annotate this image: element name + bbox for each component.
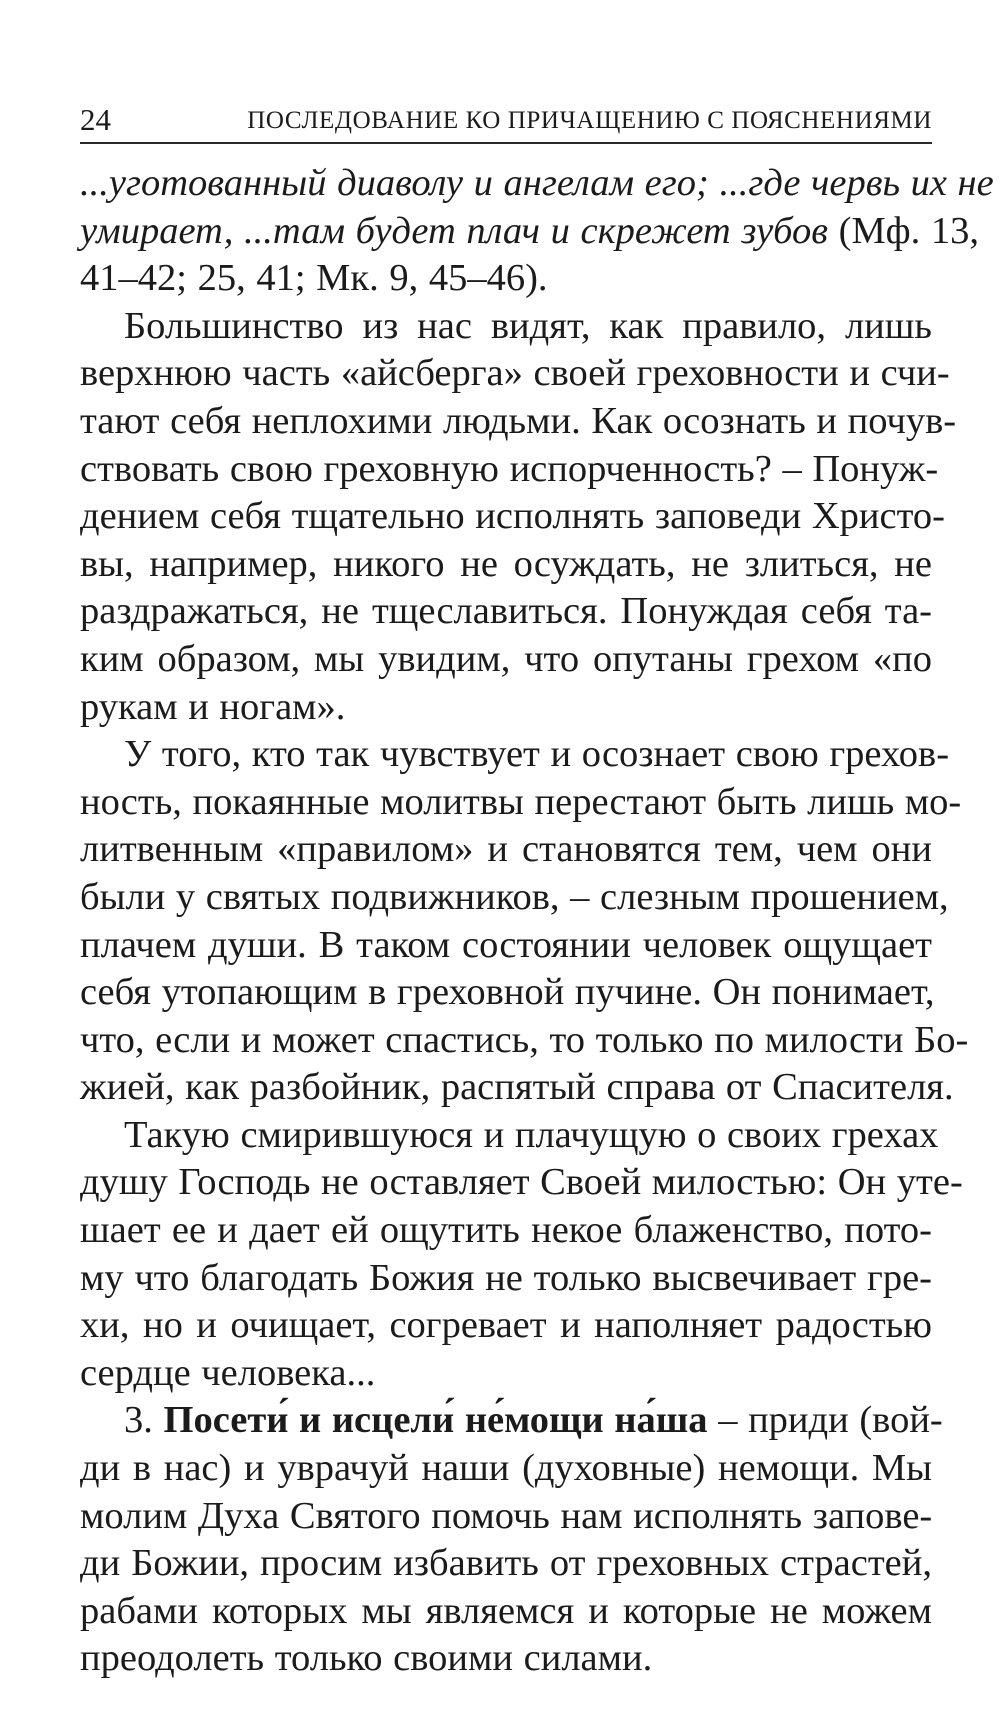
quote-italic: умирает, ...там будет плач и скрежет зубов (80, 209, 828, 252)
running-title: ПОСЛЕДОВАНИЕ КО ПРИЧАЩЕНИЮ С ПОЯСНЕНИЯМИ (247, 107, 932, 134)
text-line: рабами которых мы являемся и которые не можем (80, 1589, 932, 1632)
paragraph-scripture-quote (80, 160, 994, 303)
page-number: 24 (80, 102, 111, 137)
text-line: ность, покаянные молитвы перестают быть лишь мо- (80, 780, 962, 823)
text-line: себя утопающим в греховной пучине. Он понимает, (80, 971, 935, 1014)
text-line: плачем души. В таком состоянии человек ощущает (80, 923, 932, 966)
text-line: шает ее и дает ей ощутить некое блаженство, пото- (80, 1209, 932, 1252)
text-line: ди в нас) и уврачуй наши (духовные) немощи. Мы (80, 1447, 932, 1490)
item-number: 3. (124, 1399, 164, 1442)
text-line: преодолеть только своими силами. (80, 1637, 653, 1680)
text-line: дением себя тщательно исполнять заповеди Христо- (80, 495, 945, 538)
text-line: Большинство из нас видят, как правило, лишь (124, 304, 932, 347)
text-line: сердце человека... (80, 1351, 376, 1394)
text-line: ...уготованный диаволу и ангелам его; ...где червь их не (80, 162, 994, 204)
prayer-phrase-bold: Посети́ и исцели́ не́мощи на́ша (163, 1399, 708, 1442)
text-line: У того, кто так чувствует и осознает свою грехов- (124, 733, 950, 776)
running-header (80, 102, 932, 144)
body-text (80, 160, 994, 1683)
text-line: му что благодать Божия не только высвечивает гре- (80, 1256, 932, 1299)
text-line: литвенным «правилом» и становятся тем, чем они (80, 828, 932, 871)
text-line: вы, например, никого не осуждать, не злиться, не (80, 542, 932, 585)
paragraph-iceberg (80, 303, 957, 731)
paragraph-item-3 (80, 1397, 943, 1683)
text-line: молим Духа Святого помочь нам исполнять запове- (80, 1494, 933, 1537)
text-line: ди Божии, просим избавить от греховных страстей, (80, 1542, 932, 1585)
paragraph-repentance (80, 731, 969, 1112)
text-line: ствовать свою греховную испорченность? – Понуж- (80, 447, 939, 490)
text-line: душу Господь не оставляет Своей милостью: Он уте- (80, 1161, 963, 1204)
text-line: хи, но и очищает, согревает и наполняет радостью (80, 1304, 932, 1347)
text-line (80, 1397, 943, 1445)
text-line: верхнюю часть «айсберга» своей греховности и счи- (80, 352, 950, 395)
text-line: раздражаться, не тщеславиться. Понуждая себя та- (80, 590, 932, 633)
text-line (80, 208, 979, 256)
text-line: были у святых подвижников, – слезным прошением, (80, 875, 949, 918)
text-line: тают себя неплохими людьми. Как осознать и почув- (80, 399, 957, 442)
text-line: что, если и может спастись, то только по милости Бо- (80, 1018, 969, 1061)
phrase-explanation: – приди (вой- (707, 1399, 943, 1442)
text-line: 41–42; 25, 41; Мк. 9, 45–46). (80, 257, 548, 300)
text-line: рукам и ногам». (80, 685, 346, 728)
paragraph-grace (80, 1112, 963, 1398)
text-line: ким образом, мы увидим, что опутаны грехом «по (80, 637, 932, 680)
scripture-reference: (Мф. 13, (828, 209, 979, 252)
text-line: Такую смирившуюся и плачущую о своих грехах (124, 1113, 939, 1156)
text-line: жией, как разбойник, распятый справа от Спасителя. (80, 1066, 954, 1109)
